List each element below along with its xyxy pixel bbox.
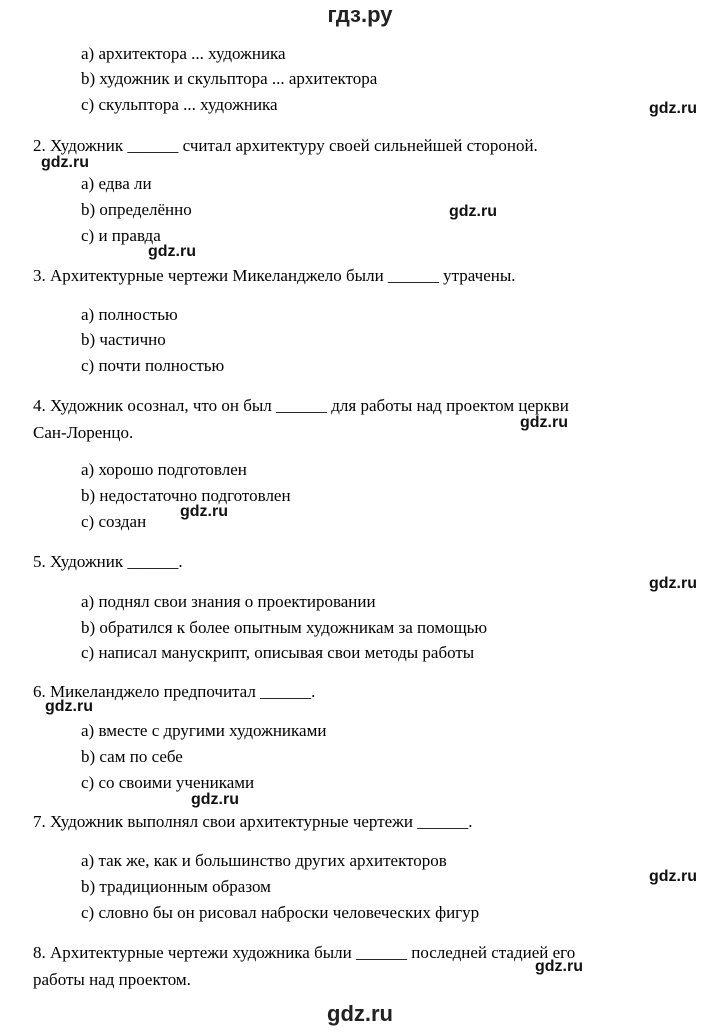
watermark-logo: gdz.ru (148, 243, 196, 260)
q4-option-a: a) хорошо подготовлен (81, 460, 247, 479)
q3-option-b: b) частично (81, 330, 166, 349)
q7-option-b: b) традиционным образом (81, 877, 271, 896)
q6-option-b: b) сам по себе (81, 747, 183, 766)
watermark-logo: gdz.ru (520, 414, 568, 431)
watermark-logo: gdz.ru (180, 503, 228, 520)
q3-option-a: a) полностью (81, 305, 178, 324)
q1-option-c: c) скульптора ... художника (81, 95, 278, 114)
watermark-logo: gdz.ru (449, 203, 497, 220)
q4-option-c: c) создан (81, 512, 147, 531)
q4-text: 4. Художник осознал, что он был ______ для работы над проектом церкви (33, 396, 569, 415)
q1-option-a: a) архитектора ... художника (81, 44, 286, 63)
q4-text-cont: Сан-Лоренцо. (33, 423, 134, 442)
q5-option-c: c) написал манускрипт, описывая свои методы работы (81, 643, 475, 662)
q6-option-c: c) со своими учениками (81, 773, 255, 792)
q2-text: 2. Художник ______ считал архитектуру своей сильнейшей стороной. (33, 136, 538, 155)
q2-option-a: a) едва ли (81, 174, 152, 193)
q1-option-b: b) художник и скульптора ... архитектора (81, 69, 378, 88)
q4-option-b: b) недостаточно подготовлен (81, 486, 291, 505)
q5-option-b: b) обратился к более опытным художникам за помощью (81, 618, 488, 637)
watermark-logo: gdz.ru (649, 575, 697, 592)
watermark-logo: gdz.ru (649, 868, 697, 885)
watermark-logo: gdz.ru (191, 791, 239, 808)
q5-text: 5. Художник ______. (33, 552, 183, 571)
watermark-logo: gdz.ru (41, 154, 89, 171)
q8-text-cont: работы над проектом. (33, 970, 191, 989)
q7-option-c: c) словно бы он рисовал наброски человеческих фигур (81, 903, 480, 922)
watermark-logo: gdz.ru (45, 698, 93, 715)
q6-option-a: a) вместе с другими художниками (81, 721, 327, 740)
q3-text: 3. Архитектурные чертежи Микеланджело были ______ утрачены. (33, 266, 516, 285)
watermark-logo: gdz.ru (535, 958, 583, 975)
q7-option-a: a) так же, как и большинство других архитекторов (81, 851, 447, 870)
q2-option-c: c) и правда (81, 226, 161, 245)
site-header: гдз.ру (327, 2, 393, 27)
site-footer: gdz.ru (327, 1001, 393, 1026)
q7-text: 7. Художник выполнял свои архитектурные чертежи ______. (33, 812, 473, 831)
q8-text: 8. Архитектурные чертежи художника были ______ последней стадией его (33, 943, 576, 962)
q2-option-b: b) определённо (81, 200, 192, 219)
q6-text: 6. Микеланджело предпочитал ______. (33, 682, 316, 701)
q5-option-a: a) поднял свои знания о проектировании (81, 592, 376, 611)
watermark-logo: gdz.ru (649, 100, 697, 117)
q3-option-c: c) почти полностью (81, 356, 225, 375)
